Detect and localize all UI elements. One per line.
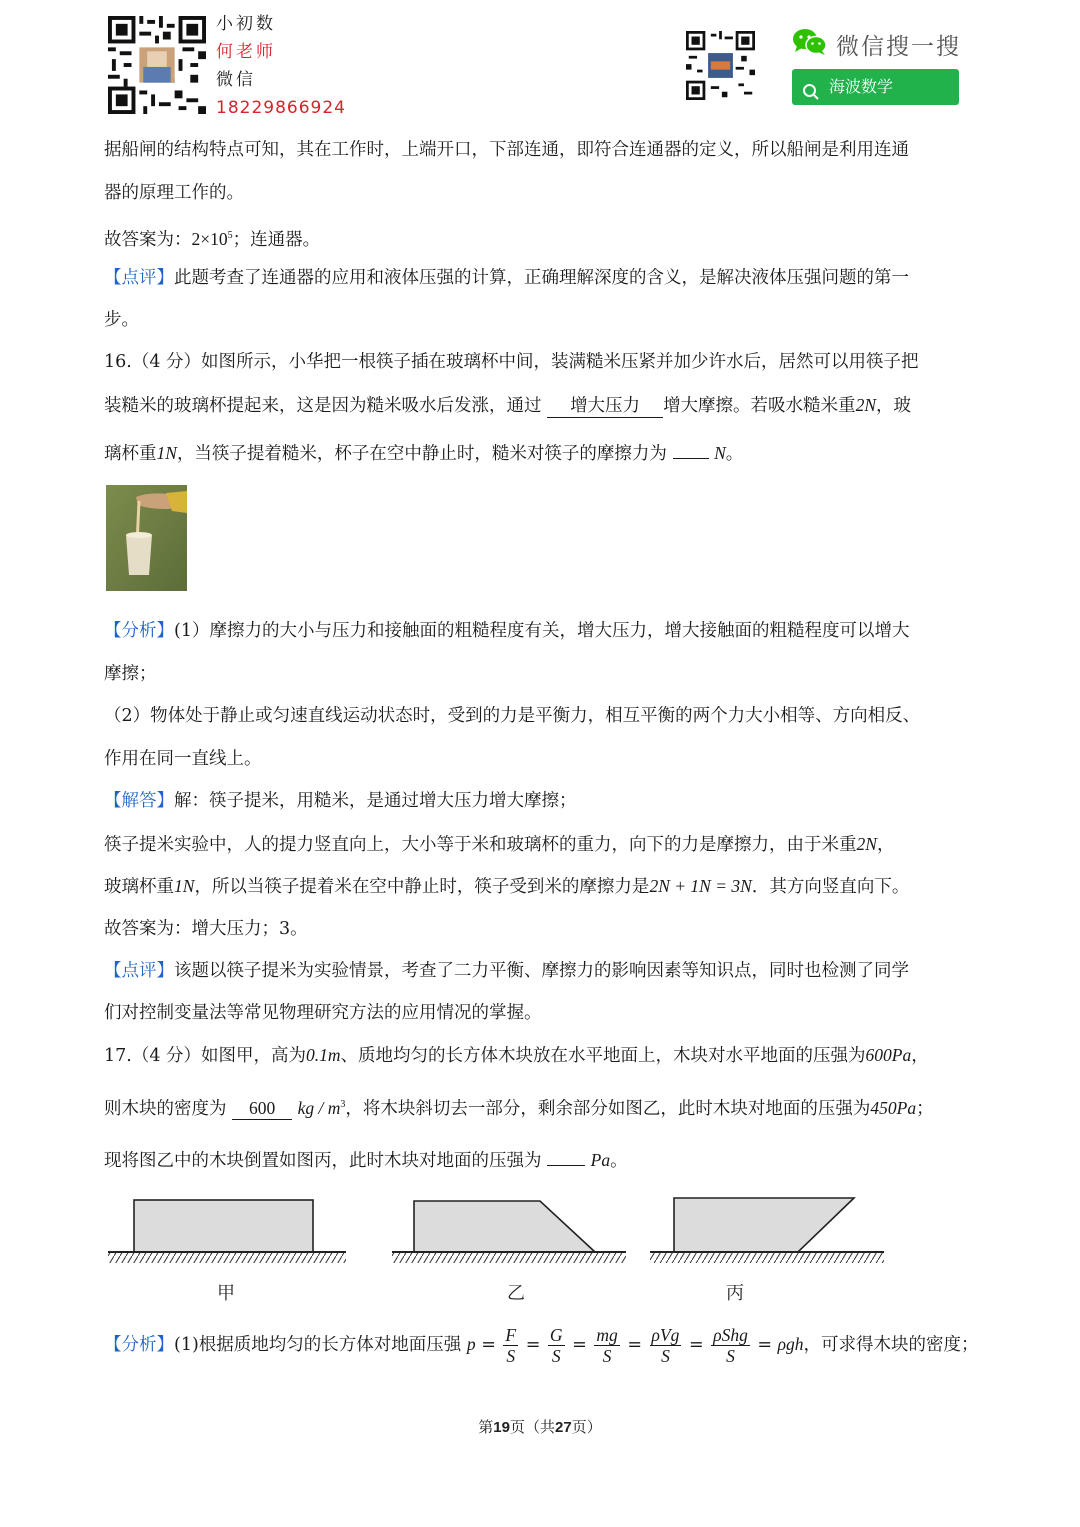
answer-blank-empty xyxy=(673,436,709,459)
figure-label-bing: 丙 xyxy=(726,1283,744,1304)
question-16-line: 璃杯重1N，当筷子提着糙米，杯子在空中静止时，糙米对筷子的摩擦力为 N。 xyxy=(104,436,743,466)
qr-code-teacher xyxy=(108,16,206,114)
brand-line-1: 小初数 xyxy=(216,14,276,34)
analysis-formula-line: 【分析】(1)根据质地均匀的长方体对地面压强 p = $\frac{F}{S}$ = $\frac{G}{S}$ = $\frac{mg}{S}$ = $\frac{\text{ρVg}}{S}$ = $\frac{\text{ρShg}}{S}$ = ρgh，可求得木块的密度； xyxy=(104,1325,979,1366)
analysis-line: （2）物体处于静止或匀速直线运动状态时，受到的力是平衡力，相互平衡的两个力大小相等、方向相反、 xyxy=(104,706,921,726)
fraction: $\frac{\text{ρVg}}{S}$ xyxy=(651,1325,680,1366)
qr-code-wechat xyxy=(686,31,755,100)
page-total: 27 xyxy=(555,1419,572,1436)
brand-line-phone: 18229866924 xyxy=(216,98,346,118)
solution-line: 【解答】解：筷子提米，用糙米，是通过增大压力增大摩擦； xyxy=(104,791,577,811)
figure-block-jia xyxy=(108,1196,348,1274)
comment-line: 【点评】该题以筷子提米为实验情景，考查了二力平衡、摩擦力的影响因素等知识点，同时也检测了同学 xyxy=(104,961,909,981)
analysis-tag: 【分析】 xyxy=(104,621,174,641)
page-footer: 第19页（共27页） xyxy=(478,1418,602,1436)
question-17-line: 现将图乙中的木块倒置如图丙，此时木块对地面的压强为 Pa。 xyxy=(104,1143,628,1173)
wechat-search-button[interactable] xyxy=(792,69,959,105)
analysis-tag: 【分析】 xyxy=(104,1335,174,1355)
chopstick-glass-photo xyxy=(106,485,187,591)
comment-line: 们对控制变量法等常见物理研究方法的应用情况的掌握。 xyxy=(104,1003,542,1023)
question-16-line: 装糙米的玻璃杯提起来，这是因为糙米吸水后发涨，通过 增大压力 增大摩擦。若吸水糙米重2N，玻 xyxy=(104,395,911,416)
answer-blank: 600 xyxy=(232,1097,292,1120)
question-17-line: 17.（4 分）如图甲，高为0.1m、质地均匀的长方体木块放在水平地面上，木块对水平地面的压强为600Pa， xyxy=(104,1045,929,1066)
wechat-search-title: 微信搜一搜 xyxy=(836,34,961,60)
comment-tag: 【点评】 xyxy=(104,961,174,981)
figure-label-yi: 乙 xyxy=(507,1283,525,1304)
text-line: 步。 xyxy=(104,310,139,330)
search-icon xyxy=(802,78,820,114)
solution-line: 故答案为：增大压力；3。 xyxy=(104,919,308,939)
figure-label-jia: 甲 xyxy=(217,1283,235,1304)
comment-tag: 【点评】 xyxy=(104,268,174,288)
answer-blank-empty xyxy=(547,1143,585,1166)
fraction: $\frac{G}{S}$ xyxy=(549,1325,563,1366)
question-16-line: 16.（4 分）如图所示，小华把一根筷子插在玻璃杯中间，装满糙米压紧并加少许水后，居然可以用筷子把 xyxy=(104,352,919,372)
analysis-line: 【分析】(1）摩擦力的大小与压力和接触面的粗糙程度有关，增大压力，增大接触面的粗糙程度可以增大 xyxy=(104,621,910,641)
page-number: 19 xyxy=(493,1419,510,1436)
solution-line: 筷子提米实验中，人的提力竖直向上，大小等于米和玻璃杯的重力，向下的力是摩擦力，由于米重2N， xyxy=(104,834,895,855)
text-line: 器的原理工作的。 xyxy=(104,183,244,203)
analysis-line: 作用在同一直线上。 xyxy=(104,749,262,769)
wechat-search-button-label: 海波数学 xyxy=(829,77,894,96)
fraction: $\frac{mg}{S}$ xyxy=(596,1325,618,1366)
figure-block-yi xyxy=(392,1196,628,1274)
answer-blank: 增大压力 xyxy=(547,395,663,418)
figure-block-bing xyxy=(650,1190,886,1274)
wechat-logo-icon xyxy=(792,28,828,56)
text-line: 故答案为：$2\times 10^5$；连通器。 xyxy=(104,228,321,250)
text-line: 【点评】此题考查了连通器的应用和液体压强的计算，正确理解深度的含义，是解决液体压强问题的第一 xyxy=(104,268,909,288)
fraction: $\frac{\text{ρShg}}{S}$ xyxy=(713,1325,748,1366)
brand-line-2: 何老师 xyxy=(216,42,276,62)
fraction: $\frac{F}{S}$ xyxy=(505,1325,517,1366)
brand-text xyxy=(216,10,346,122)
analysis-line: 摩擦； xyxy=(104,664,157,684)
brand-line-3: 微信 xyxy=(216,70,256,90)
answer-tag: 【解答】 xyxy=(104,791,174,811)
solution-line: 玻璃杯重1N，所以当筷子提着米在空中静止时，筷子受到米的摩擦力是2N + 1N = 3N．其方向竖直向下。 xyxy=(104,876,910,897)
text-line: 据船闸的结构特点可知，其在工作时，上端开口，下部连通，即符合连通器的定义，所以船闸是利用连通 xyxy=(104,140,909,160)
question-17-line: 则木块的密度为 600 kg / $m^3$，将木块斜切去一部分，剩余部分如图乙，此时木块对地面的压强为450Pa； xyxy=(104,1097,934,1119)
